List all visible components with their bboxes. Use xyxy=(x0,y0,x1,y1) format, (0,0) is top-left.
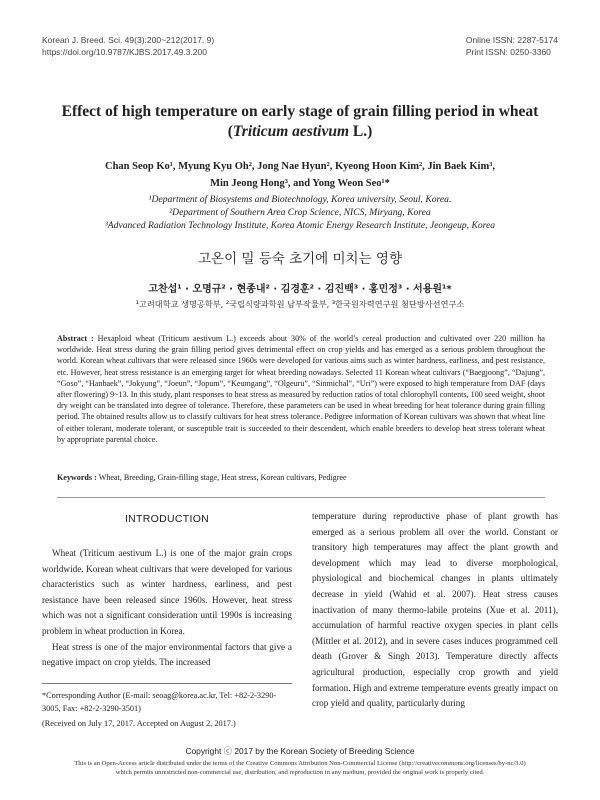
keywords-text: Wheat, Breeding, Grain-filling stage, Heat stress, Korean cultivars, Pedigree xyxy=(98,473,347,482)
affiliation-1: ¹Department of Biosystems and Biotechnology, Korea university, Seoul, Korea. xyxy=(148,194,452,205)
journal-header xyxy=(42,34,214,58)
received-dates: (Received on July 17, 2017. Accepted on August 2, 2017.) xyxy=(42,719,236,728)
section-divider xyxy=(57,497,545,498)
license-notice xyxy=(40,760,560,777)
korean-affiliations: ¹고려대학교 생명공학부, ²국립식량과학원 남부작물부, ³한국원자력연구원 첨단방사선연구소 xyxy=(135,299,465,309)
online-issn: Online ISSN: 2287-5174 xyxy=(465,35,558,45)
right-column xyxy=(312,509,558,712)
korean-authors: 고찬섭¹ · 오명규² · 현종내² · 김경훈² · 김진백³ · 홍민정³ · 서용원¹* xyxy=(148,284,452,295)
authors-line-1: Chan Seop Ko¹, Myung Kyu Oh², Jong Nae Hyun², Kyeong Hoon Kim², Jin Baek Kim³, xyxy=(104,161,495,172)
keywords xyxy=(57,472,545,483)
corresponding-author: *Corresponding Author (E-mail: seoag@korea.ac.kr, Tel: +82-2-3290-3005, Fax: +82-2-3290-3501) xyxy=(42,691,277,713)
intro-continuation: temperature during reproductive phase of plant growth has emerged as a serious problem all over the world. Constant or transitory high temperatures may affect the plant growth and development which may lead to diverse morphological, physiological and biochemical changes in plants ultimately decrease in yield (Wahid et al. 2007). Heat stress causes inactivation of many thermo-labile proteins (Xue et al. 2011), accumulation of harmful reactive oxygen species in plant cells (Mittler et al. 2012), and in severe cases induces programmed cell death (Grover & Singh 2013). Temperature directly affects agricultural production, especially crop growth and yield formation. High and extreme temperature events greatly impact on crop yield and quality, particularly during xyxy=(312,511,558,709)
left-column xyxy=(42,546,292,671)
title-line-1: Effect of high temperature on early stage of grain filling period in wheat xyxy=(61,103,539,120)
title-species: Triticum aestivum xyxy=(232,123,350,140)
keywords-label: Keywords : xyxy=(57,473,97,482)
abstract xyxy=(57,333,545,445)
abstract-label: Abstract : xyxy=(57,334,94,343)
intro-paragraph-1: Wheat (Triticum aestivum L.) is one of the major grain crops worldwide. Korean wheat cultivars that were developed for various characteristics such as winter hardness, earliness, and pest resistance have been released since 1960s. However, heat stress which was not a significant consideration until 1990s is increasing problem in wheat production in Korea. xyxy=(42,548,292,636)
copyright-notice: Copyright ⓒ 2017 by the Korean Society of Breeding Science xyxy=(185,746,415,756)
doi-link[interactable]: https://doi.org/10.9787/KJBS.2017.49.3.200 xyxy=(42,47,207,57)
intro-paragraph-2: Heat stress is one of the major environmental factors that give a negative impact on crop yields. The increased xyxy=(42,641,292,668)
title-line-2: (Triticum aestivum L.) xyxy=(227,123,373,140)
abstract-text: Hexaploid wheat (Triticum aestivum L.) exceeds about 30% of the world’s cereal production and cultivated over 220 million ha worldwide. Heat stress during the grain filling period gives detrimental effect on crop yields and has emerged as a serious problem throughout the world. Korean wheat cultivars that were released since 1960s were developed for various aims such as winter hardness, earliness, and pest resistance, etc. However, heat stress resistance is an emerging target for wheat breeding nowadays. Selected 11 Korean wheat cultivars (“Baegjoong”, “Dajung”, “Goso”, “Hanbaek”, “Jokyung”, “Joeun”, “Jopum”, “Keumgang”, “Olgeuru”, “Sinmichal”, “Uri”) were exposed to high temperature from DAF (days after flowering) 9~13. In this study, plant responses to heat stress as measured by reduction ratios of total chlorophyll contents, 100 seed weight, shoot dry weight can be translated into degree of tolerance. Therefore, these parameters can be used in wheat breeding for heat tolerance during grain filling period. The obtained results allow us to classify cultivars for heat stress tolerance. Pedigree information of Korean cultivars was shown that wheat line of either tolerant, moderate tolerant, or susceptible trait is succeeded to their descendent, which enable breeders to develop heat stress tolerant wheat by appropriate parental choice. xyxy=(57,334,545,444)
title-end: L.) xyxy=(352,123,373,140)
affiliation-3: ³Advanced Radiation Technology Institute, Korea Atomic Energy Research Institute, Jeongeup, Korea xyxy=(104,220,496,231)
author-list xyxy=(40,158,560,192)
footnotes xyxy=(42,690,292,731)
journal-citation: Korean J. Breed. Sci. 49(3):200~212(2017. 9) xyxy=(42,35,215,45)
license-line-2: which permits unrestricted non-commercial use, distribution, and reproduction in any medium, provided the original work is properly cited. xyxy=(115,768,485,776)
issn-header xyxy=(466,34,558,58)
affiliation-2: ²Department of Southern Area Crop Science, NICS, Miryang, Korea xyxy=(169,207,431,218)
authors-line-2: Min Jeong Hong³, and Yong Weon Seo¹* xyxy=(210,178,390,189)
license-line-1: This is an Open-Access article distributed under the terms of the Creative Commons Attribution Non-Commercial License (http://creativecommons.org/licenses/by-nc/3.0) xyxy=(74,760,526,767)
korean-title: 고온이 밀 등숙 초기에 미치는 영향 xyxy=(197,251,403,267)
affiliations xyxy=(40,193,560,232)
footnote-divider xyxy=(42,683,292,684)
print-issn: Print ISSN: 0250-3360 xyxy=(465,47,551,57)
introduction-heading: INTRODUCTION xyxy=(124,513,210,525)
paper-title xyxy=(40,102,560,142)
